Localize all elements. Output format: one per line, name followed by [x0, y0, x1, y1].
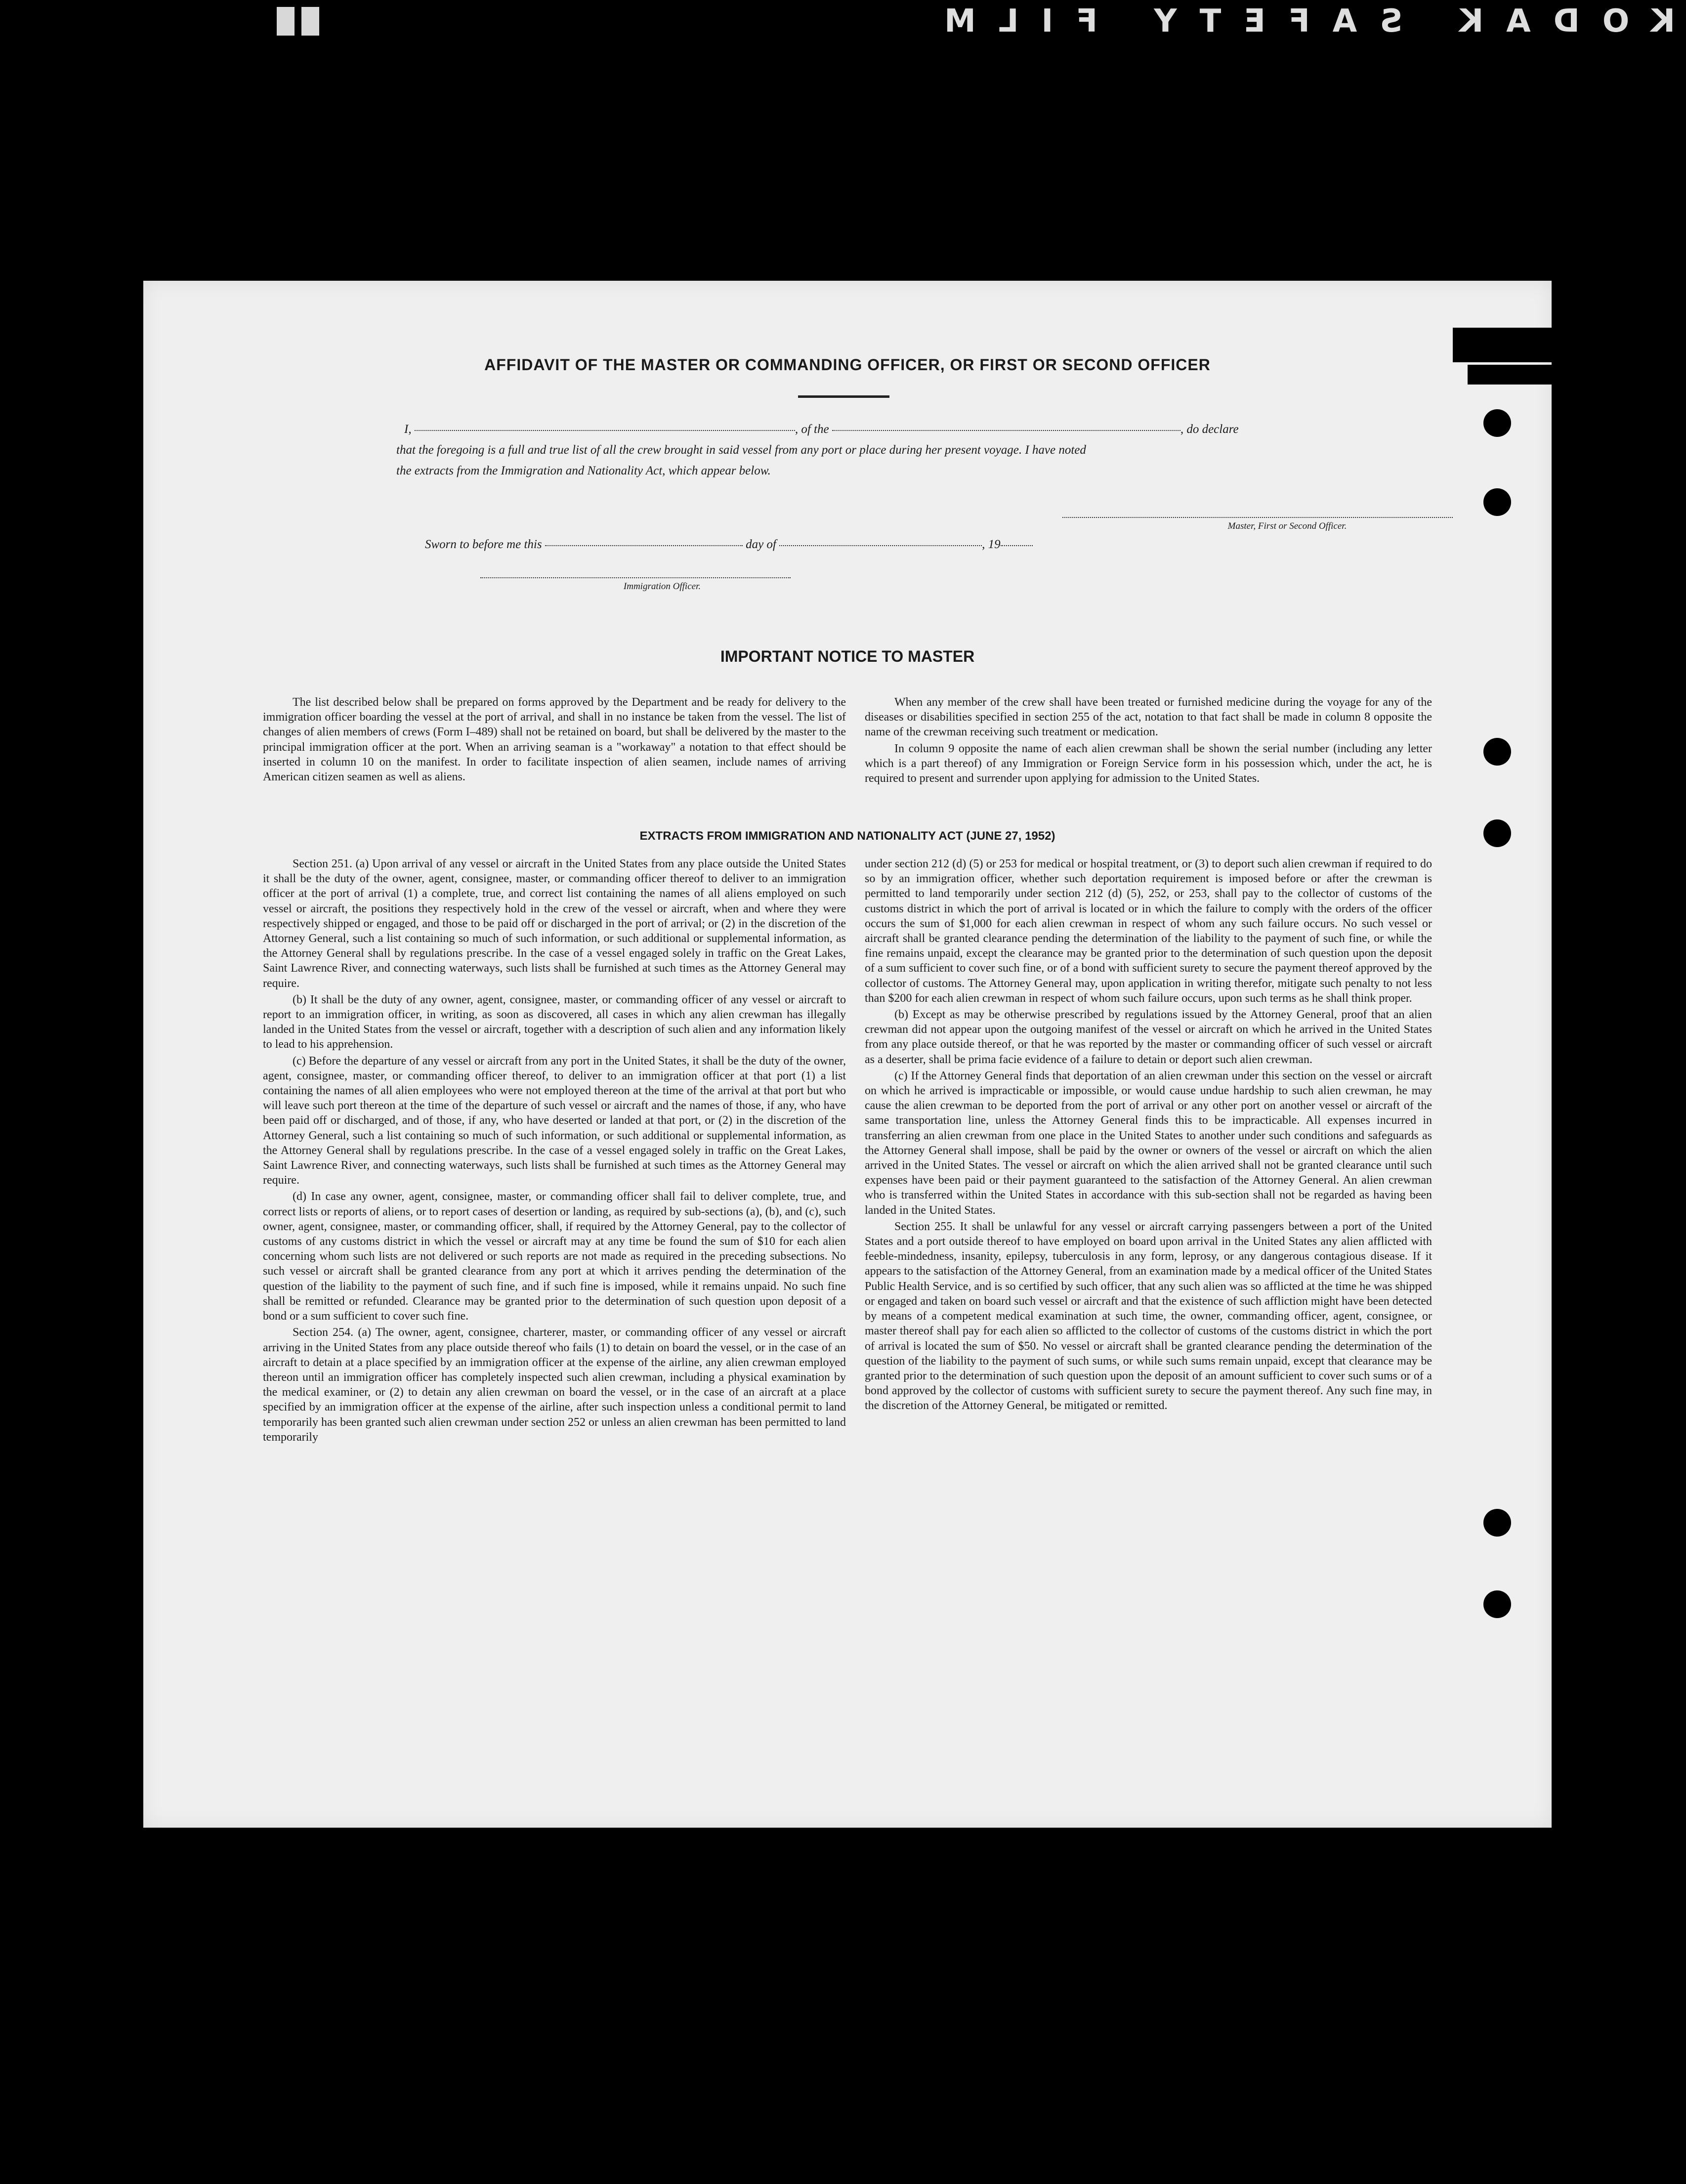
name-blank: [415, 426, 795, 431]
declaration-of-the-label: , of the: [795, 423, 829, 436]
film-edge-marks: [277, 7, 319, 36]
declaration-line-1: [404, 419, 1452, 440]
declaration-line-2: that the foregoing is a full and true list of all the crew brought in said vessel from any port or place during her present voyage. I have noted: [396, 443, 1086, 457]
notice-paragraph: When any member of the crew shall have been treated or furnished medicine during the voyage for any of the diseases or disabilities specified in section 255 of the act, notation to that fact shall be made in column 8 opposite the name of the crewman receiving such treatment or medication.: [865, 696, 1432, 739]
sworn-line: [425, 538, 1033, 552]
sworn-day-of: day of: [746, 538, 776, 551]
extract-paragraph: (c) Before the departure of any vessel or aircraft from any port in the United States, it shall be the duty of the owner, agent, consignee, master, or commanding officer thereof, to deliver to an immigration officer at that port (1) a list containing the names of all alien employees who were not employed thereon at the time of the arrival at that port but who will leave such port thereon at the time of the departure of such vessel or aircraft and the names of those, if any, who have been paid off or discharged, and of those, if any, who have deserted or landed at that port, or (2) in the discretion of the Attorney General, such a list containing so much of such information, or such additional or supplemental information, as the Attorney General shall by regulations prescribe. In the case of a vessel engaged solely in traffic on the Great Lakes, Saint Lawrence River, and connecting waterways, such lists shall be furnished at such times as the Attorney General may require.: [263, 1054, 846, 1187]
punch-hole: [1483, 819, 1511, 847]
punch-hole: [1483, 409, 1511, 437]
notice-right-column: [865, 695, 1432, 787]
notice-paragraph: The list described below shall be prepared on forms approved by the Department and be ready for delivery to the immigration officer boarding the vessel at the port of arrival, and shall in no instance be taken from the vessel. The list of changes of alien members of crews (Form I–489) shall not be retained on board, but shall be delivered by the master to the principal immigration officer at the port. When an arriving seaman is a "workaway" a notation to that effect should be inserted in column 10 on the manifest. In order to facilitate inspection of alien seamen, include names of arriving American citizen seamen as well as aliens.: [263, 696, 846, 784]
extract-paragraph: (b) Except as may be otherwise prescribed by regulations issued by the Attorney General, proof that an alien crewman did not appear upon the outgoing manifest of the vessel or aircraft on which he arrived in the United States from any place outside thereof, or that he was reported by the master or commanding officer of such vessel or aircraft as a deserter, shall be prima facie evidence of a failure to detain or deport such alien crewman.: [865, 1008, 1432, 1066]
master-signature-line: [1062, 517, 1453, 518]
extract-paragraph: Section 255. It shall be unlawful for any vessel or aircraft carrying passengers between a port of the United States and a port outside thereof to have employed on board upon arrival in the United States any alien afflicted with feeble-mindedness, insanity, epilepsy, tuberculosis in any form, leprosy, or any dangerous contagious disease. If it appears to the satisfaction of the Attorney General, from an examination made by a medical officer of the United States Public Health Service, and is so certified by such officer, that any such alien was so afflicted at the time he was shipped or engaged and taken on board such vessel or aircraft and that the existence of such affliction might have been detected by means of a competent medical examination at such time, the owner, commanding officer, agent, consignee, or master thereof shall pay for each alien so afflicted to the collector of customs of the customs district in which the port of arrival is located the sum of $50. No vessel or aircraft shall be granted clearance pending the determination of the question of the liability to the payment of such sums, or while such sums remain unpaid, except that clearance may be granted prior to the determination of such question upon the deposit of an amount sufficient to cover such sums or of a bond approved by the collector of customs with sufficient surety to secure the payment thereof. Any such fine may, in the discretion of the Attorney General, be mitigated or remitted.: [865, 1220, 1432, 1413]
punch-hole: [1483, 1509, 1511, 1537]
extracts-left-column: [263, 856, 846, 1446]
sworn-date-blank: [545, 541, 743, 546]
sworn-year: , 19: [982, 538, 1001, 551]
film-edge: [0, 0, 1686, 47]
extract-paragraph: under section 212 (d) (5) or 253 for medical or hospital treatment, or (3) to deport such alien crewman if required to do so by an immigration officer, whether such deportation requirement is imposed before or after the crewman is permitted to land temporarily under section 212 (d) (5), 252, or 253, shall pay to the collector of customs of the customs district in which the port of arrival is located or in which the failure to comply with the orders of the officer occurs the sum of $1,000 for each alien crewman in respect of whom any such failure occurs. No such vessel or aircraft shall be granted clearance pending the determination of the liability to the payment of such fine, or while the fine remains unpaid, except the clearance may be granted prior to the determination of such question upon the deposit of a sum sufficient to cover such fine, or of a bond with sufficient surety to secure the payment thereof approved by the collector of customs. The Attorney General may, upon application in writing therefor, mitigate such penalty to not less than $200 for each alien crewman in respect of whom such failure occurs, upon such terms as he shall think proper.: [865, 857, 1432, 1005]
document-page: [143, 281, 1552, 1828]
film-margin-bottom: [0, 1828, 1686, 2184]
vessel-blank: [832, 426, 1180, 431]
punch-hole: [1483, 738, 1511, 766]
sworn-year-blank: [1001, 541, 1033, 546]
sworn-month-blank: [779, 541, 982, 546]
punch-hole: [1483, 1590, 1511, 1618]
declaration-do-declare-label: , do declare: [1180, 423, 1239, 436]
punch-hole: [1483, 488, 1511, 516]
declaration-line-3: the extracts from the Immigration and Nationality Act, which appear below.: [396, 464, 771, 477]
page-edge-tab-mark: [1468, 365, 1552, 385]
immigration-officer-label: Immigration Officer.: [623, 581, 701, 592]
title-underline: [798, 395, 889, 398]
extract-paragraph: (b) It shall be the duty of any owner, agent, consignee, master, or commanding officer of any vessel or aircraft to report to an immigration officer, in writing, as soon as discovered, all cases in which any alien crewman has illegally landed in the United States from the vessel or aircraft, together with a description of such alien and any information likely to lead to his apprehension.: [263, 993, 846, 1051]
extract-paragraph: Section 251. (a) Upon arrival of any vessel or aircraft in the United States from any place outside the United States it shall be the duty of the owner, agent, consignee, master, or commanding officer thereof to deliver to an immigration officer at the port of arrival (1) a complete, true, and correct list containing the names of all aliens employed on such vessel or aircraft, the positions they respectively hold in the crew of the vessel or aircraft, when and where they were respectively shipped or engaged, and those to be paid off or discharged in the port of arrival; or (2) in the discretion of the Attorney General, such a list containing so much of such information, or such additional or supplemental information, as the Attorney General shall by regulations prescribe. In the case of a vessel engaged solely in traffic on the Great Lakes, Saint Lawrence River, and connecting waterways, such lists shall be furnished at such times as the Attorney General may require.: [263, 857, 846, 990]
immigration-officer-signature-line: [480, 577, 791, 578]
extracts-right-column: [865, 856, 1432, 1415]
notice-title: IMPORTANT NOTICE TO MASTER: [720, 647, 975, 665]
extract-paragraph: (c) If the Attorney General finds that deportation of an alien crewman under this section on the vessel or aircraft on which he arrived is impracticable or impossible, or would cause undue hardship to such alien crewman, he may cause the alien crewman to be deported from the port of arrival or any other port on another vessel or aircraft of the same transportation line, unless the Attorney General finds this to be impracticable. All expenses incurred in transferring an alien crewman from one place in the United States to another under such conditions and safeguards as the Attorney General shall impose, shall be paid by the owner or owners of the vessel or aircraft on which the alien arrived in the United States. The vessel or aircraft on which the alien arrived shall not be granted clearance until such expenses have been paid or their payment guaranteed to the satisfaction of the Attorney General. An alien crewman who is transferred within the United States in accordance with this sub-section shall not be regarded as having been landed in the United States.: [865, 1069, 1432, 1217]
affidavit-title: AFFIDAVIT OF THE MASTER OR COMMANDING OFFICER, OR FIRST OR SECOND OFFICER: [484, 356, 1211, 374]
extract-paragraph: Section 254. (a) The owner, agent, consignee, charterer, master, or commanding officer of any vessel or aircraft arriving in the United States from any place outside thereof who fails (1) to detain on board the vessel, or in the case of an aircraft to detain at a place specified by an immigration officer at the expense of the airline, any alien crewman employed thereon until an immigration officer has completely inspected such alien crewman, including a physical examination by the medical examiner, or (2) to detain any alien crewman on board the vessel, or in the case of an aircraft at a place specified by an immigration officer at the expense of the airline, after such inspection unless a conditional permit to land temporarily has been granted such alien crewman under section 252 or unless an alien crewman has been permitted to land temporarily: [263, 1326, 846, 1444]
master-signature-label: Master, First or Second Officer.: [1227, 521, 1347, 531]
page-edge-tab-mark: [1453, 328, 1552, 362]
extracts-title: EXTRACTS FROM IMMIGRATION AND NATIONALITY ACT (JUNE 27, 1952): [639, 829, 1055, 843]
sworn-prefix: Sworn to before me this: [425, 538, 542, 551]
declaration-i-label: I,: [404, 423, 412, 436]
film-edge-text: KODAK SAFETY FILM: [922, 3, 1675, 40]
extract-paragraph: (d) In case any owner, agent, consignee, master, or commanding officer shall fail to deliver complete, true, and correct lists or reports of aliens, or to report cases of desertion or landing, as required by sub-sections (a), (b), and (c), such owner, agent, consignee, master, or commanding officer, shall, if required by the Attorney General, pay to the collector of customs of any customs district in which the vessel or aircraft may at any time be found the sum of $10 for each alien concerning whom such lists are not delivered or such reports are not made as required in the preceding subsections. No such vessel or aircraft shall be granted clearance from any port at which it arrives pending the determination of the question of the liability to the payment of such fine, and if such fine is imposed, while it remains unpaid. No such fine shall be remitted or refunded. Clearance may be granted prior to the determination of such question upon deposit of a bond or a sum sufficient to cover such fine.: [263, 1190, 846, 1323]
notice-left-column: [263, 695, 846, 786]
notice-paragraph: In column 9 opposite the name of each alien crewman shall be shown the serial number (including any letter which is a part thereof) of any Immigration or Foreign Service form in his possession which, under the act, he is required to present and surrender upon applying for admission to the United States.: [865, 742, 1432, 785]
